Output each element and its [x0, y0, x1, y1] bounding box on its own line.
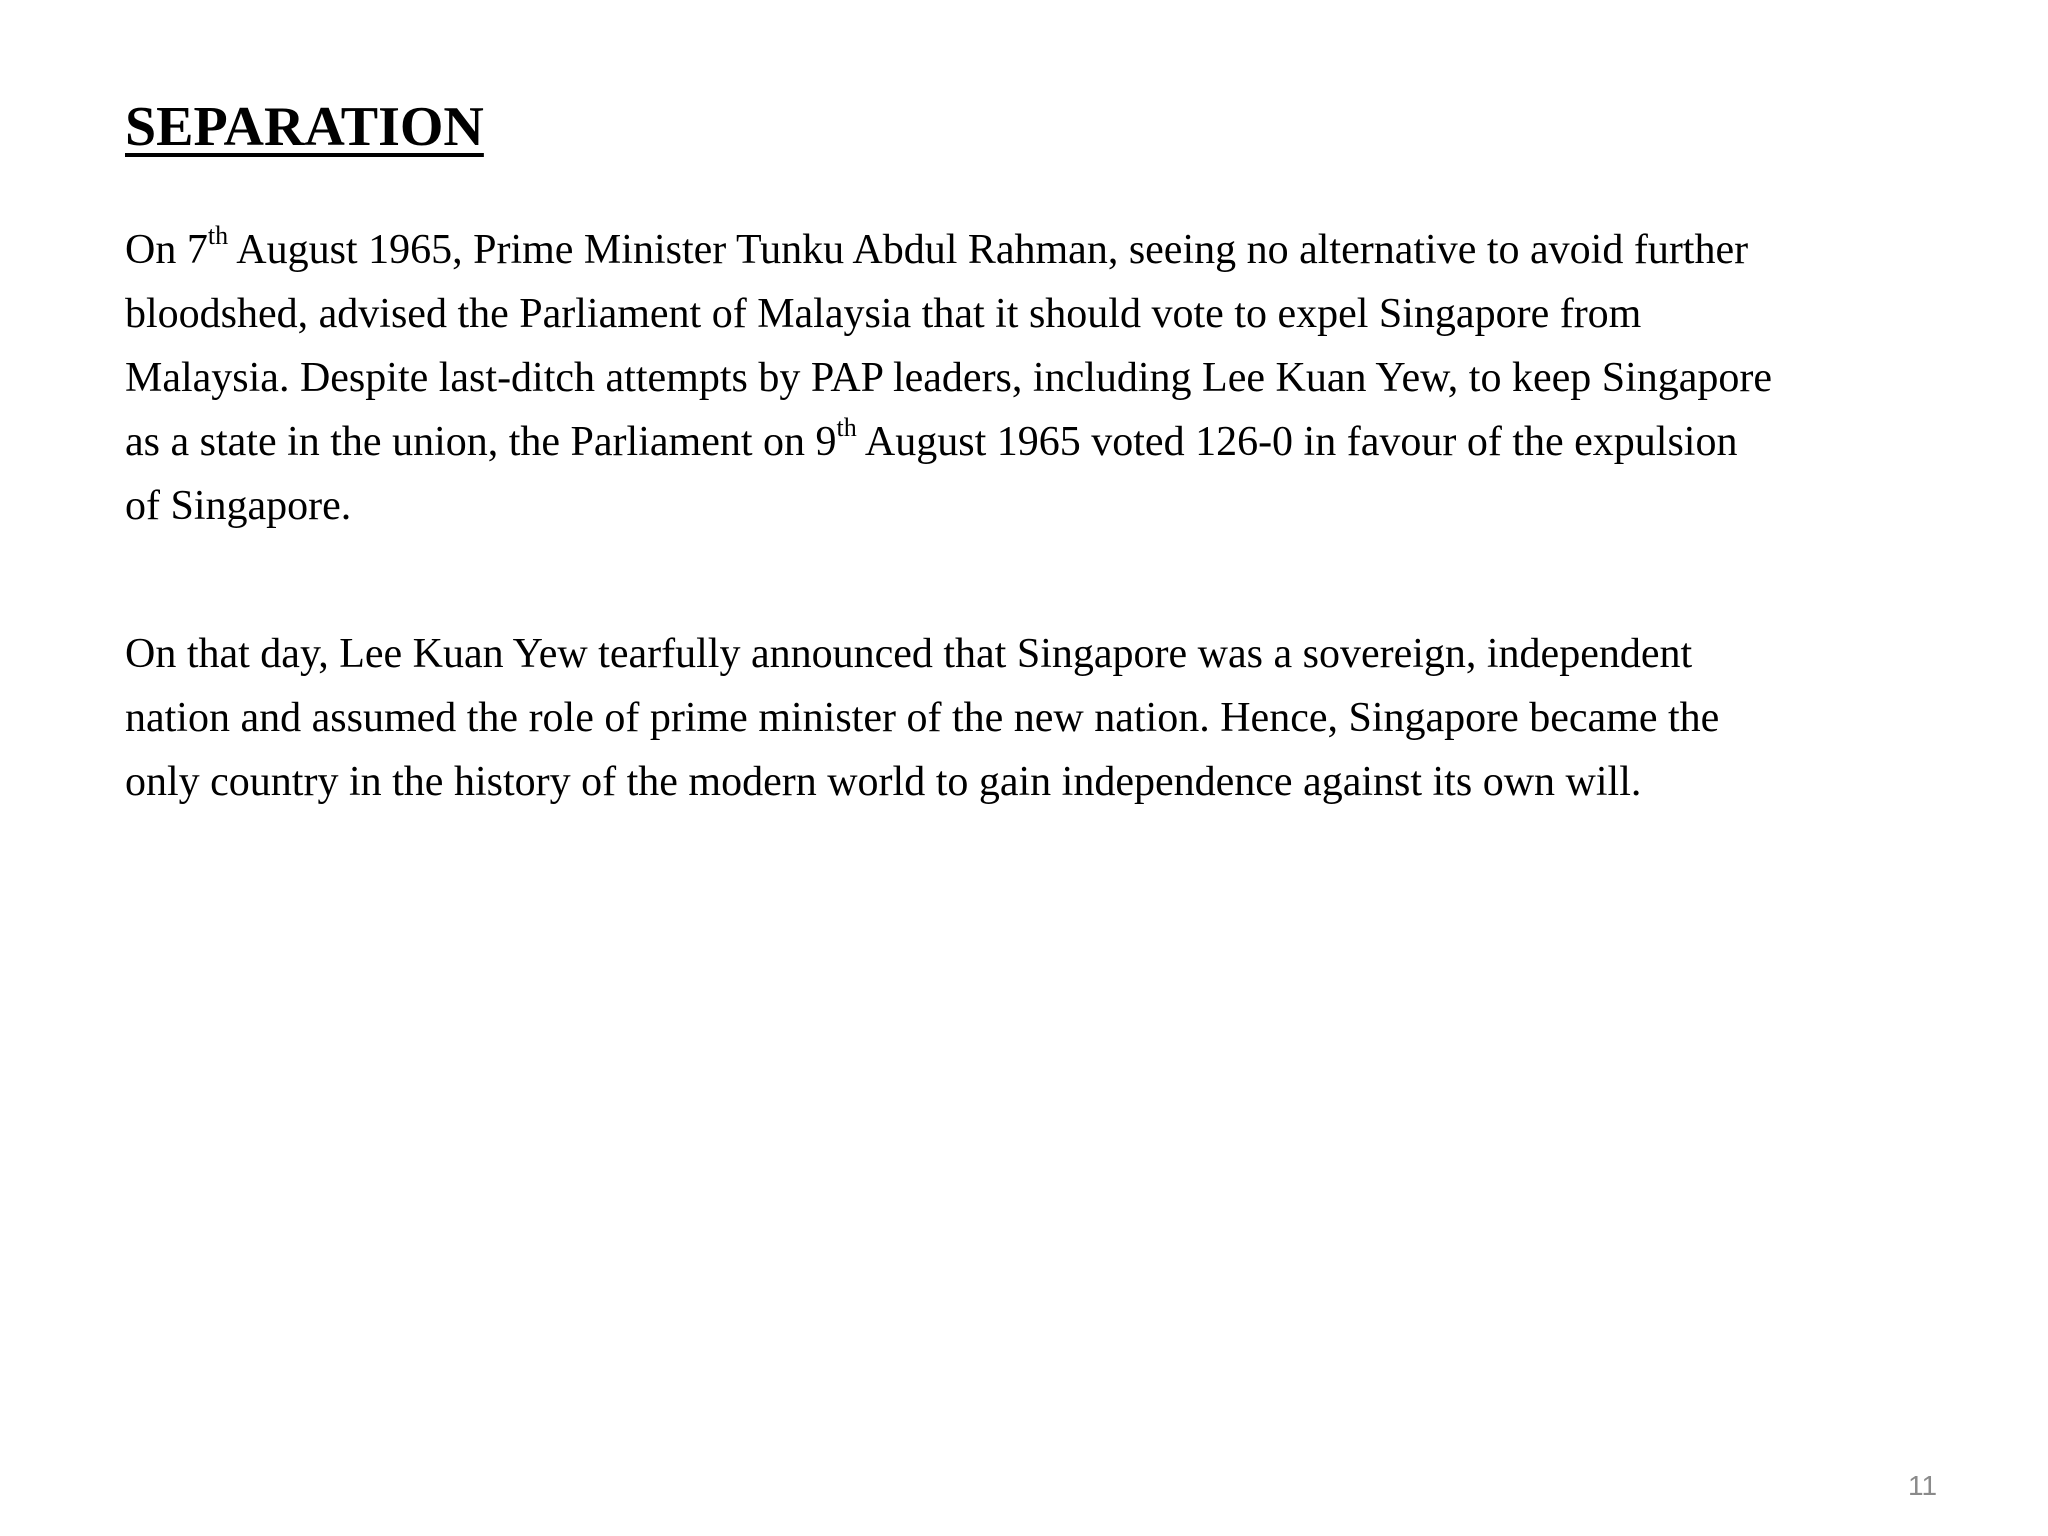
text-line: On that day, Lee Kuan Yew tearfully announced that Singapore was a sovereign, independent	[125, 631, 1693, 677]
text-line	[125, 218, 1975, 282]
text-line: of Singapore.	[125, 483, 352, 529]
slide-title: SEPARATION	[125, 96, 484, 158]
paragraph-independence	[125, 622, 1975, 814]
text-line	[125, 410, 1975, 474]
text-line: only country in the history of the modern world to gain independence against its own will.	[125, 759, 1642, 805]
text-fragment: August 1965 voted 126-0 in favour of the expulsion	[856, 419, 1738, 465]
ordinal-suffix: th	[207, 221, 229, 250]
text-line: Malaysia. Despite last-ditch attempts by PAP leaders, including Lee Kuan Yew, to keep Singapore	[125, 355, 1773, 401]
page-number: 11	[1908, 1470, 1938, 1501]
ordinal-suffix: th	[836, 413, 857, 442]
slide-body	[125, 218, 1975, 814]
text-line: nation and assumed the role of prime minister of the new nation. Hence, Singapore became the	[125, 695, 1720, 741]
text-line: bloodshed, advised the Parliament of Malaysia that it should vote to expel Singapore from	[125, 291, 1642, 337]
text-fragment: August 1965, Prime Minister Tunku Abdul Rahman, seeing no alternative to avoid further	[228, 227, 1749, 273]
text-fragment: On 7	[125, 227, 208, 273]
paragraph-separation-vote	[125, 218, 1975, 538]
text-fragment: as a state in the union, the Parliament on 9	[125, 419, 837, 465]
